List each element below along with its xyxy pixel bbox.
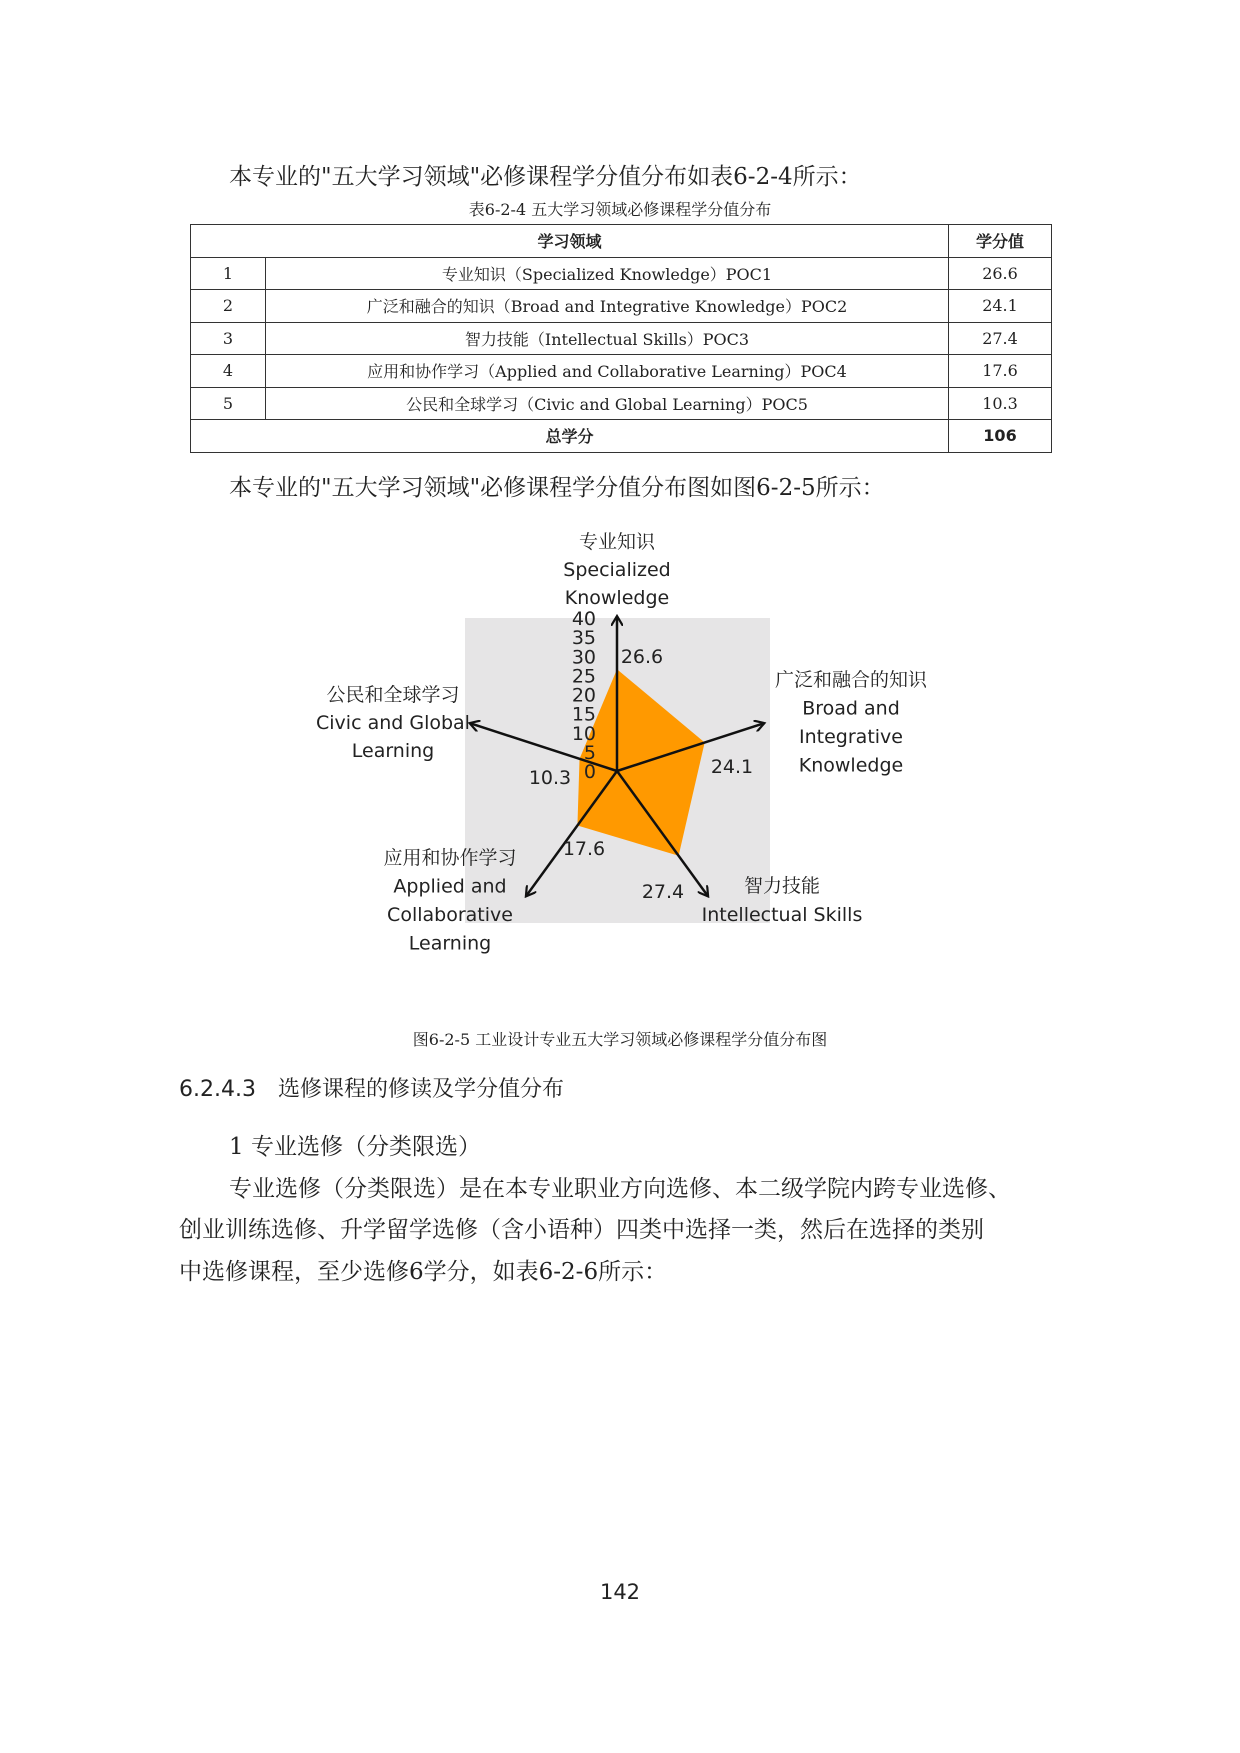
category-label: 智力技能 — [743, 875, 821, 897]
row-credit: 27.4 — [949, 322, 1052, 355]
tick-label: 10 — [571, 722, 596, 745]
tick-label: 20 — [571, 684, 596, 707]
value-label: 24.1 — [710, 756, 754, 778]
table-intro-text: 本专业的"五大学习领域"必修课程学分值分布如表6-2-4所示： — [229, 164, 862, 190]
row-domain: 广泛和融合的知识（Broad and Integrative Knowledge）POC2 — [266, 290, 949, 323]
category-label: Specialized — [563, 559, 671, 581]
value-label: 17.6 — [562, 838, 606, 860]
paragraph-line: 创业训练选修、升学留学选修（含小语种）四类中选择一类，然后在选择的类别 — [179, 1217, 984, 1243]
row-no: 1 — [191, 257, 266, 290]
row-domain: 专业知识（Specialized Knowledge）POC1 — [266, 257, 949, 290]
figure-caption: 图6-2-5 工业设计专业五大学习领域必修课程学分值分布图 — [412, 1030, 828, 1049]
row-credit: 10.3 — [949, 387, 1052, 420]
tick-label: 25 — [571, 665, 596, 688]
category-label: Broad and — [802, 697, 900, 720]
row-credit: 17.6 — [949, 355, 1052, 388]
category-label: Intellectual Skills — [701, 904, 863, 926]
tick-label: 35 — [571, 627, 596, 650]
category-label: Knowledge — [564, 587, 670, 609]
row-domain: 智力技能（Intellectual Skills）POC3 — [266, 322, 949, 355]
total-label: 总学分 — [191, 420, 949, 453]
page-number: 142 — [599, 1580, 641, 1604]
category-label: Knowledge — [798, 754, 904, 777]
category-label: Civic and Global — [316, 712, 470, 734]
header-domain: 学习领域 — [191, 225, 949, 258]
category-label: 公民和全球学习 — [326, 684, 460, 706]
row-no: 3 — [191, 322, 266, 355]
table-caption: 表6-2-4 五大学习领域必修课程学分值分布 — [468, 200, 772, 219]
row-credit: 26.6 — [949, 257, 1052, 290]
header-credit: 学分值 — [949, 225, 1052, 258]
row-domain: 公民和全球学习（Civic and Global Learning）POC5 — [266, 387, 949, 420]
category-label: Applied and — [393, 875, 507, 898]
paragraph-line: 中选修课程，至少选修6学分，如表6-2-6所示： — [179, 1259, 668, 1285]
category-label: 专业知识 — [578, 531, 656, 553]
section-heading: 6.2.4.3 选修课程的修读及学分值分布 — [179, 1077, 564, 1102]
category-label: 应用和协作学习 — [383, 847, 517, 869]
tick-label: 5 — [583, 741, 596, 764]
row-no: 2 — [191, 290, 266, 323]
value-label: 27.4 — [641, 881, 685, 903]
tick-label: 40 — [571, 608, 596, 630]
paragraph-line: 专业选修（分类限选）是在本专业职业方向选修、本二级学院内跨专业选修、 — [229, 1176, 1011, 1202]
category-label: Learning — [351, 740, 435, 762]
sub-heading: 1 专业选修（分类限选） — [229, 1134, 481, 1160]
category-label: Collaborative — [387, 904, 513, 926]
figure-intro-text: 本专业的"五大学习领域"必修课程学分值分布图如图6-2-5所示： — [229, 475, 885, 501]
tick-label: 15 — [571, 703, 596, 726]
category-label: 广泛和融合的知识 — [774, 669, 928, 691]
category-label: Integrative — [799, 726, 903, 748]
row-no: 4 — [191, 355, 266, 388]
value-label: 26.6 — [620, 646, 664, 668]
total-value: 106 — [949, 420, 1052, 453]
tick-label: 0 — [583, 761, 596, 783]
row-domain: 应用和协作学习（Applied and Collaborative Learning）POC4 — [266, 355, 949, 388]
tick-label: 30 — [571, 646, 596, 669]
category-label: Learning — [408, 932, 492, 955]
row-no: 5 — [191, 387, 266, 420]
value-label: 10.3 — [528, 767, 572, 789]
row-credit: 24.1 — [949, 290, 1052, 323]
